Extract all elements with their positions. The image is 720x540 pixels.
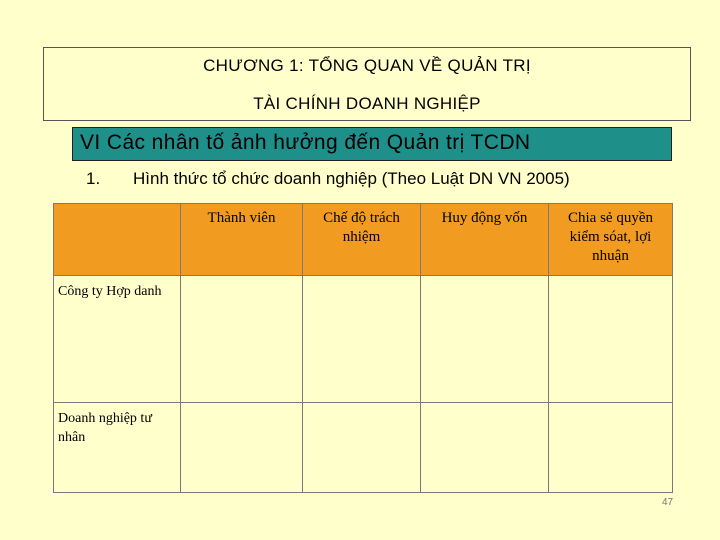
title-line-1: CHƯƠNG 1: TỔNG QUAN VỀ QUẢN TRỊ — [203, 56, 531, 75]
row-label-cell: Công ty Hợp danh — [54, 276, 181, 403]
table-cell — [181, 403, 303, 493]
slide-title-box — [43, 47, 691, 121]
title-line-2: TÀI CHÍNH DOANH NGHIỆP — [253, 94, 481, 113]
header-cell-corner — [54, 204, 181, 276]
section-heading-bar — [72, 127, 672, 161]
table-cell — [549, 403, 673, 493]
header-cell-chia-se-quyen: Chia sẻ quyền kiểm sóat, lợi nhuận — [549, 204, 673, 276]
header-cell-thanh-vien: Thành viên — [181, 204, 303, 276]
row-label-cell: Doanh nghiệp tư nhân — [54, 403, 181, 493]
header-cell-che-do-trach-nhiem: Chế độ trách nhiệm — [303, 204, 421, 276]
table-cell — [421, 276, 549, 403]
table-header-row — [54, 204, 673, 276]
header-cell-huy-dong-von: Huy động vốn — [421, 204, 549, 276]
list-item-number: 1. — [86, 169, 101, 188]
table-cell — [549, 276, 673, 403]
table-cell — [181, 276, 303, 403]
table-cell — [421, 403, 549, 493]
table-row — [54, 403, 673, 493]
list-item-text: Hình thức tổ chức doanh nghiệp (Theo Luật DN VN 2005) — [133, 169, 570, 188]
page-number: 47 — [662, 497, 674, 508]
table-cell — [303, 403, 421, 493]
table-row — [54, 276, 673, 403]
table-cell — [303, 276, 421, 403]
comparison-table — [53, 203, 673, 493]
section-heading: VI Các nhân tố ảnh hưởng đến Quản trị TCDN — [80, 131, 531, 154]
